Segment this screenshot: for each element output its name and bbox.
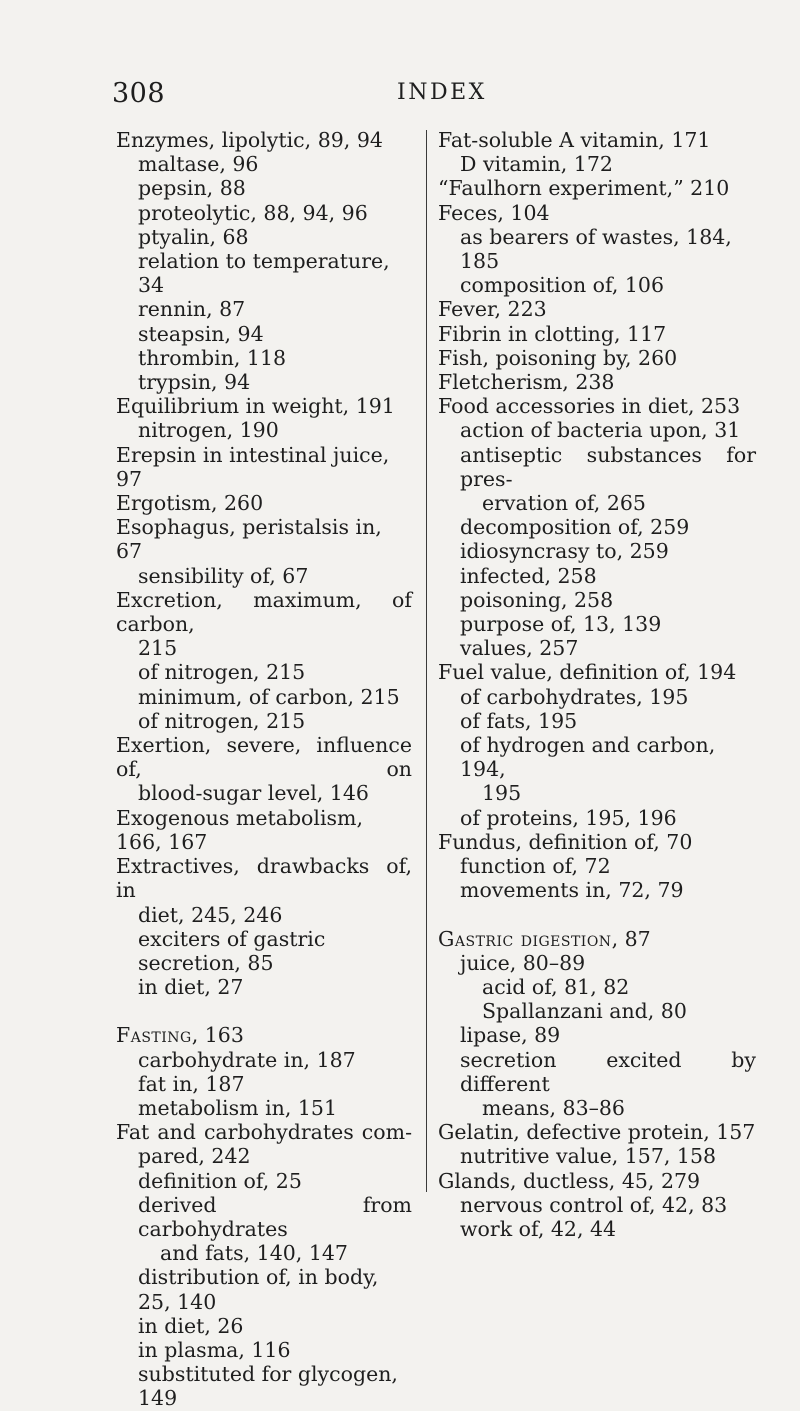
index-subentry: of hydrogen and carbon, 194, [460, 733, 716, 782]
index-subentry: trypsin, 94 [138, 370, 251, 395]
column-divider [426, 130, 427, 1192]
index-entry: Excretion, maximum, of carbon, [116, 587, 412, 637]
index-subentry: metabolism in, 151 [138, 1095, 338, 1120]
index-entry: Ergotism, 260 [116, 491, 264, 516]
index-subentry: rennin, 87 [138, 297, 246, 322]
index-entry: Fever, 223 [438, 297, 547, 322]
index-subentry: derived from carbohydrates [138, 1192, 412, 1241]
index-subentry: secretion excited by different [460, 1047, 756, 1096]
index-entry: Enzymes, lipolytic, 89, 94 [116, 128, 383, 152]
index-subentry: in diet, 26 [138, 1313, 244, 1338]
index-subentry: thrombin, 118 [138, 345, 287, 370]
index-subentry: nervous control of, 42, 83 [460, 1192, 728, 1217]
running-head: INDEX [397, 80, 487, 105]
index-subentry: function of, 72 [460, 854, 611, 879]
index-entry: Feces, 104 [438, 200, 550, 225]
index-subentry: exciters of gastric secretion, 85 [138, 926, 326, 975]
index-column-right [438, 128, 756, 1241]
index-subentry: diet, 245, 246 [138, 902, 283, 927]
index-subentry: poisoning, 258 [460, 587, 614, 612]
index-subentry: in plasma, 116 [138, 1337, 291, 1362]
index-subentry: pepsin, 88 [138, 176, 246, 201]
index-entry: Fundus, definition of, 70 [438, 829, 693, 854]
index-entry: Esophagus, peristalsis in, 67 [116, 515, 382, 564]
index-entry: Fish, poisoning by, 260 [438, 345, 678, 370]
index-subentry: as bearers of wastes, 184, 185 [460, 224, 732, 274]
index-subentry: idiosyncrasy to, 259 [460, 539, 669, 564]
letter-section-gap [116, 999, 412, 1023]
index-subentry: 215 [138, 636, 178, 661]
index-subentry: movements in, 72, 79 [460, 878, 684, 903]
index-subentry: means, 83–86 [482, 1095, 625, 1120]
index-subentry: ervation of, 265 [482, 491, 646, 516]
index-subentry: acid of, 81, 82 [482, 974, 630, 999]
index-entry: Fibrin in clotting, 117 [438, 321, 667, 346]
index-subentry: fat in, 187 [138, 1071, 245, 1096]
index-subentry: minimum, of carbon, 215 [138, 684, 400, 709]
index-subentry: blood-sugar level, 146 [138, 781, 369, 806]
index-entry: “Faulhorn experiment,” 210 [438, 176, 730, 201]
index-subentry: decomposition of, 259 [460, 515, 690, 540]
index-entry: Fat and carbohydrates com- [116, 1120, 412, 1145]
index-subentry: proteolytic, 88, 94, 96 [138, 200, 368, 225]
index-entry: Fletcherism, 238 [438, 370, 615, 395]
index-entry: Erepsin in intestinal juice, 97 [116, 442, 390, 491]
index-entry: Equilibrium in weight, 191 [116, 394, 395, 419]
index-subentry: composition of, 106 [460, 273, 665, 298]
index-entry: Glands, ductless, 45, 279 [438, 1168, 701, 1193]
index-entry: Extractives, drawbacks of, in [116, 854, 412, 903]
index-entry: Food accessories in diet, 253 [438, 394, 741, 419]
index-column-left [116, 128, 412, 1411]
index-subentry: 195 [482, 781, 522, 806]
index-subentry: ptyalin, 68 [138, 224, 249, 249]
index-entry: Fuel value, definition of, 194 [438, 660, 737, 685]
index-subentry: of carbohydrates, 195 [460, 684, 689, 709]
index-subentry: substituted for glycogen, 149 [138, 1362, 398, 1411]
index-subentry: maltase, 96 [138, 152, 259, 177]
page-header [0, 78, 800, 108]
index-subentry: and fats, 140, 147 [160, 1241, 348, 1266]
index-subentry: juice, 80–89 [460, 950, 586, 975]
index-subentry: distribution of, in body, 25, 140 [138, 1265, 379, 1314]
index-subentry: sensibility of, 67 [138, 563, 309, 588]
index-subentry: pared, 242 [138, 1144, 251, 1169]
index-subentry: lipase, 89 [460, 1023, 561, 1048]
index-subentry: carbohydrate in, 187 [138, 1047, 356, 1072]
index-entry: Gelatin, defective protein, 157 [438, 1120, 756, 1145]
index-subentry: Spallanzani and, 80 [482, 999, 687, 1024]
index-subentry: of nitrogen, 215 [138, 660, 306, 685]
index-entry: Exogenous metabolism, 166, 167 [116, 805, 363, 854]
page-number: 308 [112, 78, 166, 109]
index-subentry: nitrogen, 190 [138, 418, 279, 443]
index-subentry: of proteins, 195, 196 [460, 805, 677, 830]
index-subentry: D vitamin, 172 [460, 152, 613, 177]
index-subentry: antiseptic substances for pres- [460, 442, 756, 491]
index-subentry: nutritive value, 157, 158 [460, 1144, 717, 1169]
index-subentry: definition of, 25 [138, 1168, 302, 1193]
index-subentry: infected, 258 [460, 563, 597, 588]
index-subentry: in diet, 27 [138, 975, 244, 1000]
index-subentry: work of, 42, 44 [460, 1216, 617, 1241]
index-subentry: action of bacteria upon, 31 [460, 418, 741, 443]
index-subentry: of fats, 195 [460, 708, 578, 733]
index-entry: Exertion, severe, influence of, on [116, 733, 412, 782]
letter-section-gap [438, 903, 756, 927]
index-subentry: purpose of, 13, 139 [460, 612, 662, 637]
index-subentry: of nitrogen, 215 [138, 708, 306, 733]
index-subentry: steapsin, 94 [138, 321, 264, 346]
index-entry: Fasting, 163 [116, 1023, 244, 1048]
index-entry: Fat-soluble A vitamin, 171 [438, 128, 711, 152]
index-subentry: relation to temperature, 34 [138, 249, 390, 298]
index-entry: Gastric digestion, 87 [438, 926, 651, 951]
index-subentry: values, 257 [460, 636, 579, 661]
